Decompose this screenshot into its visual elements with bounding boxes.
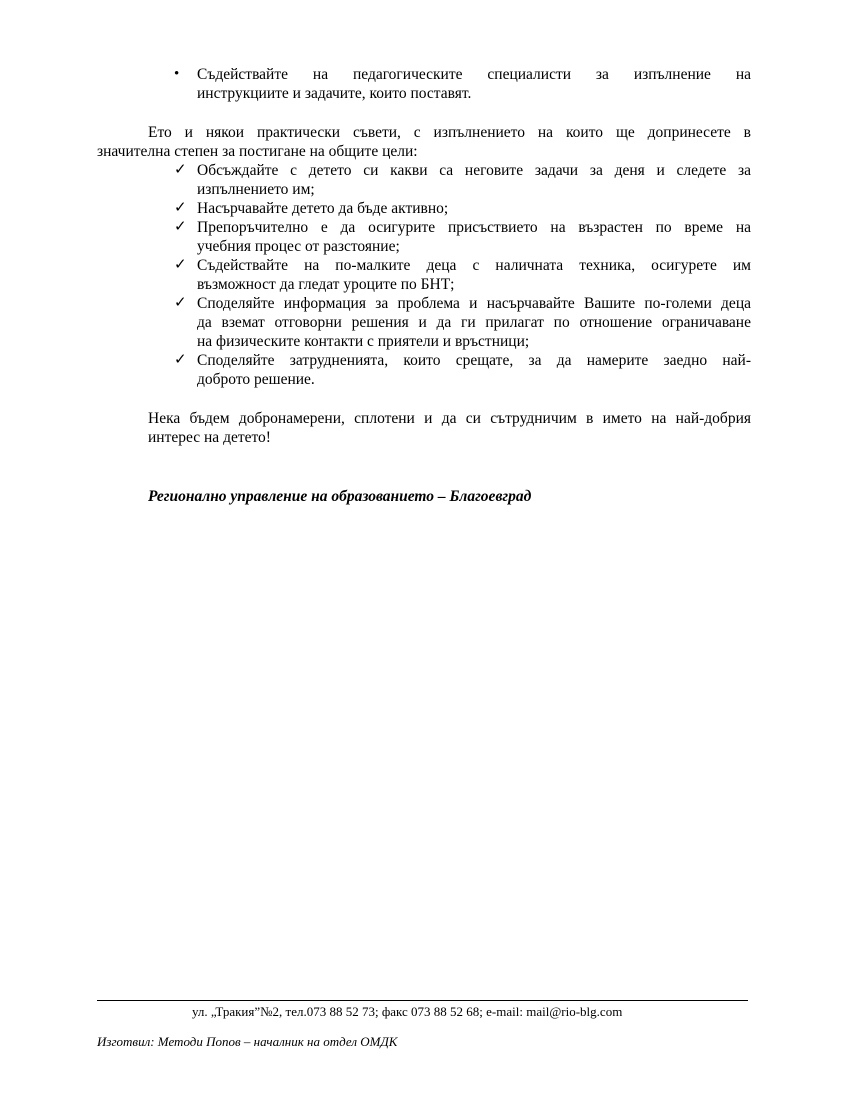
check-icon: ✓ (174, 257, 187, 273)
footer-author: Изготвил: Методи Попов – началник на отдел ОМДК (97, 1034, 398, 1049)
advice-item-1-line-1: Обсъждайте с детето си какви са неговите задачи за деня и следете за (197, 162, 751, 179)
intro-line-1: Ето и някои практически съвети, с изпълнението на които ще допринесете в (148, 124, 751, 141)
bullet-item-line-1: Съдействайте на педагогическите специалисти за изпълнение на (197, 66, 751, 83)
advice-item-4-line-2: възможност да гледат уроците по БНТ; (197, 276, 455, 293)
check-icon: ✓ (174, 352, 187, 368)
advice-item-3-line-1: Препоръчително е да осигурите присъствието на възрастен по време на (197, 219, 751, 236)
check-icon: ✓ (174, 162, 187, 178)
check-icon: ✓ (174, 295, 187, 311)
closing-line-2: интерес на детето! (148, 429, 271, 446)
advice-item-5-line-3: на физическите контакти с приятели и връстници; (197, 333, 530, 350)
advice-item-5-line-2: да вземат отговорни решения и да ги прилагат по отношение ограничаване (197, 314, 751, 331)
closing-line-1: Нека бъдем добронамерени, сплотени и да си сътрудничим в името на най-добрия (148, 410, 751, 427)
bullet-item-line-2: инструкциите и задачите, които поставят. (197, 85, 472, 102)
advice-item-5-line-1: Споделяйте информация за проблема и насърчавайте Вашите по-големи деца (197, 295, 751, 312)
advice-item-6-line-2: доброто решение. (197, 371, 315, 388)
bullet-icon: • (174, 66, 180, 82)
check-icon: ✓ (174, 219, 187, 235)
advice-item-6-line-1: Споделяйте затрудненията, които срещате, за да намерите заедно най- (197, 352, 751, 369)
intro-line-2: значителна степен за постигане на общите цели: (97, 143, 418, 160)
advice-item-3-line-2: учебния процес от разстояние; (197, 238, 400, 255)
check-icon: ✓ (174, 200, 187, 216)
advice-item-1-line-2: изпълнението им; (197, 181, 315, 198)
footer-address: ул. „Тракия”№2, тел.073 88 52 73; факс 073 88 52 68; e-mail: mail@rio-blg.com (192, 1004, 623, 1019)
footer-divider (97, 1000, 748, 1001)
advice-item-4-line-1: Съдействайте на по-малките деца с наличната техника, осигурете им (197, 257, 751, 274)
advice-item-2-line-1: Насърчавайте детето да бъде активно; (197, 200, 449, 217)
signature: Регионално управление на образованието – Благоевград (148, 488, 532, 505)
